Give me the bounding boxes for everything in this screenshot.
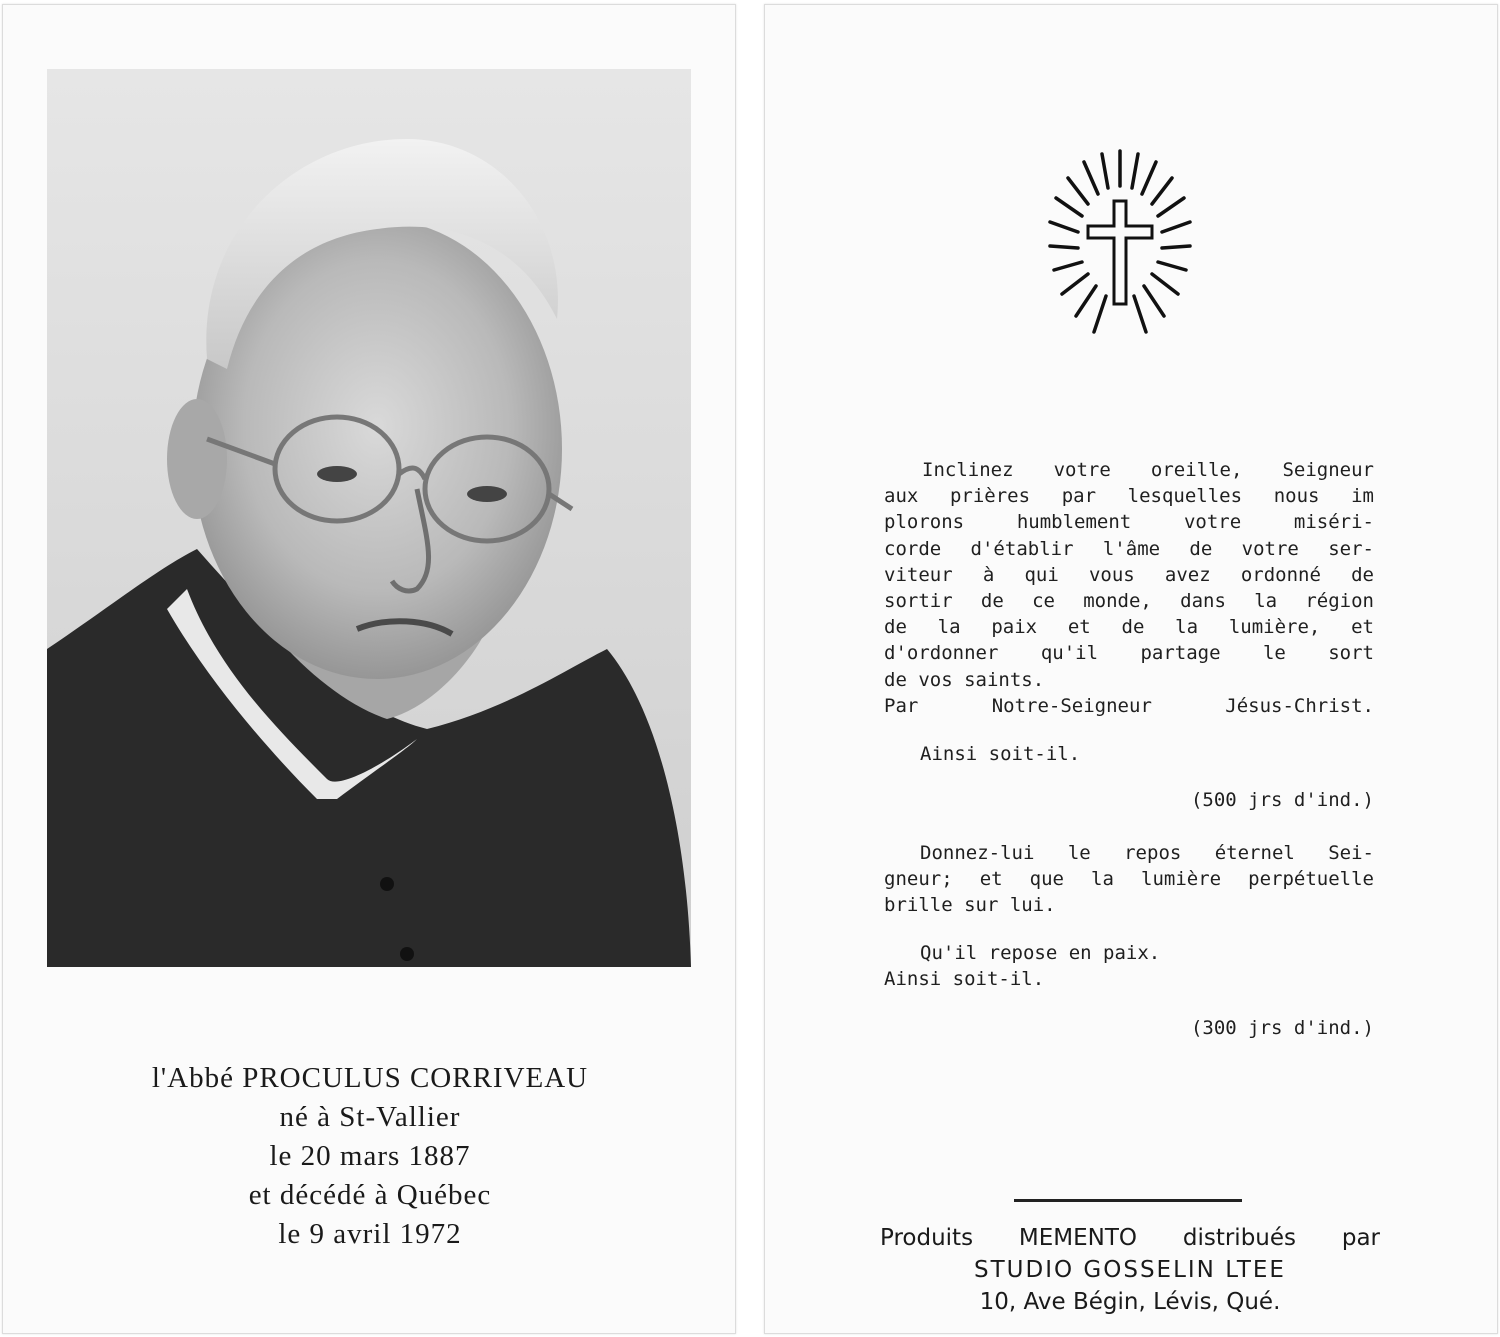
caption-name: l'Abbé PROCULUS CORRIVEAU [151, 1062, 589, 1094]
prayer2-closing [884, 940, 1374, 992]
caption-deathplace: et décédé à Québec [248, 1179, 492, 1211]
indulgence-note: (500 jrs d'ind.) [1190, 789, 1374, 811]
prayer-line: d'ordonner qu'il partage le sort [884, 642, 1374, 665]
caption-death-date: le 9 avril 1972 [278, 1218, 462, 1250]
prayer2-indulgence [884, 1015, 1374, 1041]
radiant-cross-icon [1040, 146, 1200, 350]
prayer-for-deceased [884, 457, 1374, 719]
caption-birth-date: le 20 mars 1887 [269, 1140, 471, 1172]
publisher-line: Produits MEMENTO distribués par [880, 1225, 1380, 1251]
footer-divider [1014, 1199, 1242, 1202]
prayer-line: de vos saints. [884, 668, 1045, 691]
portrait-photo [47, 69, 691, 967]
rest-in-peace-line: Qu'il repose en paix. [920, 942, 1161, 964]
indulgence-note: (300 jrs d'ind.) [1190, 1017, 1374, 1039]
prayer-line: corde d'établir l'âme de votre ser- [884, 537, 1374, 560]
memorial-card-front [2, 4, 736, 1334]
prayer-line: plorons humblement votre miséri- [884, 511, 1374, 534]
prayer-line: de la paix et de la lumière, et [884, 616, 1374, 639]
prayer-line: brille sur lui. [884, 894, 1056, 917]
publisher-footer [880, 1222, 1380, 1318]
prayer-line: viteur à qui vous avez ordonné de [884, 563, 1374, 586]
caption-birthplace: né à St-Vallier [279, 1101, 461, 1133]
prayer-line: Par Notre-Seigneur Jésus-Christ. [884, 694, 1374, 717]
studio-name: STUDIO GOSSELIN LTEE [974, 1257, 1286, 1283]
prayer1-indulgence [884, 787, 1374, 813]
prayer-line: aux prières par lesquelles nous im [884, 485, 1374, 508]
prayer-line: Inclinez votre oreille, Seigneur [922, 459, 1374, 481]
prayer-line: Donnez-lui le repos éternel Sei- [920, 842, 1374, 864]
deceased-caption [3, 1059, 737, 1254]
prayer1-amen [884, 741, 1374, 767]
amen-line: Ainsi soit-il. [884, 968, 1045, 991]
amen-line: Ainsi soit-il. [920, 743, 1081, 765]
eternal-rest-prayer [884, 840, 1374, 919]
prayer-line: sortir de ce monde, dans la région [884, 590, 1374, 613]
prayer-line: gneur; et que la lumière perpétuelle [884, 868, 1374, 891]
studio-address: 10, Ave Bégin, Lévis, Qué. [979, 1289, 1281, 1315]
